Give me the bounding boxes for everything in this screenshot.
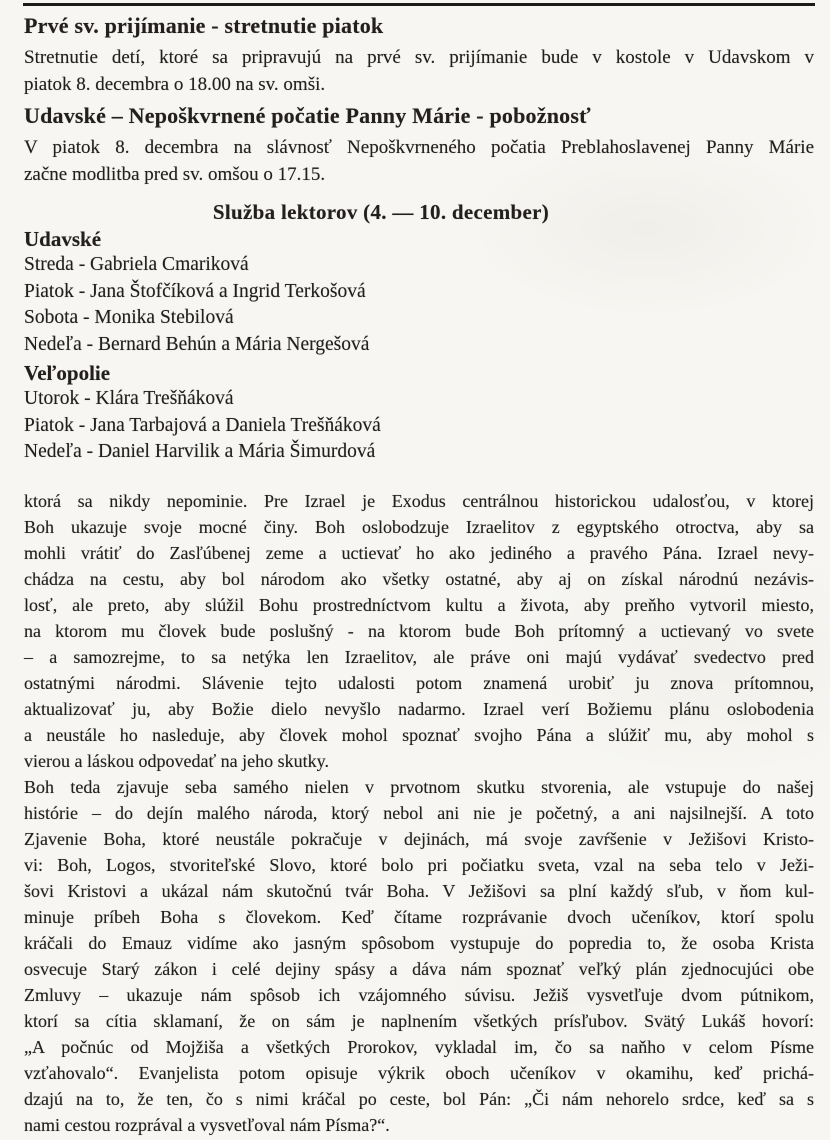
body-paragraph bbox=[24, 774, 814, 1138]
lector-entry: Nedeľa - Daniel Harvilik a Mária Šimurdová bbox=[24, 441, 376, 462]
body-line: chádza na cestu, aby bol národom ako všetky ostatné, aby aj on získal národnú nezávis- bbox=[24, 568, 814, 589]
body-line: kráčali do Emauz vidíme ako jasným spôsobom vystupuje do popredia to, že osoba Krista bbox=[24, 932, 814, 953]
lector-entry: Streda - Gabriela Cmariková bbox=[24, 254, 249, 275]
body-text bbox=[24, 488, 814, 1138]
paragraph-line: V piatok 8. decembra na slávnosť Nepoškvrneného počatia Preblahoslavenej Panny Márie bbox=[24, 137, 814, 158]
body-line: ktorí sa cítia sklamaní, že on sám je naplnením všetkých prísľubov. Svätý Lukáš hovorí: bbox=[24, 1010, 814, 1031]
body-line: dzajú na to, že ten, čo s nimi kráčal po ceste, bol Pán: „Či nám nehorelo srdce, keď sa s bbox=[24, 1088, 814, 1109]
paragraph-line: piatok 8. decembra o 18.00 na sv. omši. bbox=[24, 74, 326, 95]
announcement-first-communion bbox=[24, 12, 814, 98]
body-line: Zjavenie Boha, ktoré neustále pokračuje v dejinách, má svoje zavŕšenie v Ježišovi Kristo- bbox=[24, 828, 814, 849]
announcement-heading: Udavské – Nepoškvrnené počatie Panny Márie - pobožnosť bbox=[24, 103, 591, 128]
announcement-heading: Prvé sv. prijímanie - stretnutie piatok bbox=[24, 13, 384, 38]
body-line: aktualizovať ju, aby Božie dielo nevyšlo nadarmo. Izrael verí Božiemu plánu oslobodenia bbox=[24, 698, 814, 719]
lector-entry: Piatok - Jana Štofčíková a Ingrid Terkošová bbox=[24, 280, 366, 302]
body-line: ktorá sa nikdy nepominie. Pre Izrael je Exodus centrálnou historickou udalosťou, v ktorej bbox=[24, 490, 814, 511]
lector-group-udavske bbox=[24, 226, 814, 358]
body-line: šovi Kristovi a ukázal nám skutočnú tvár Boha. V Ježišovi sa plní každý sľub, v ňom kul- bbox=[24, 880, 814, 901]
lector-schedule-title: Služba lektorov (4. — 10. december) bbox=[212, 200, 550, 224]
body-line: „A počnúc od Mojžiša a všetkých Prorokov, vykladal im, čo sa naňho v celom Písme bbox=[24, 1036, 814, 1057]
lector-place-heading: Udavské bbox=[24, 227, 102, 251]
body-line: histórie – do dejín malého národa, ktorý nebol ani nie je početný, a ani najsilnejší. A toto bbox=[24, 802, 814, 823]
body-line: – a samozrejme, to sa netýka len Izraelitov, ale práve oni majú vydávať svedectvo pred bbox=[24, 646, 814, 667]
body-line: minuje príbeh Boha s človekom. Keď čítame rozprávanie dvoch učeníkov, ktorí spolu bbox=[24, 906, 814, 927]
body-line: vi: Boh, Logos, stvoriteľské Slovo, ktoré bolo pri počiatku sveta, vzal na seba telo v Ježi- bbox=[24, 854, 814, 875]
body-line: mohli vrátiť do Zasľúbenej zeme a uctievať ho ako jediného a pravého Pána. Izrael nevy- bbox=[24, 542, 814, 563]
body-line: nami cestou rozprával a vysvetľoval nám Písma?“. bbox=[24, 1114, 390, 1135]
body-line: Zmluvy – ukazuje nám spôsob ich vzájomného súvisu. Ježiš vysvetľuje dvom pútnikom, bbox=[24, 984, 814, 1005]
paragraph-line: začne modlitba pred sv. omšou o 17.15. bbox=[24, 164, 326, 185]
announcement-paragraph bbox=[24, 44, 814, 98]
body-line: a neustále ho nasleduje, aby človek mohol spoznať svojho Pána a slúžiť mu, aby mohol s bbox=[24, 724, 814, 745]
body-line: Boh ukazuje svoje mocné činy. Boh oslobodzuje Izraelitov z egyptského otroctva, aby sa bbox=[24, 516, 814, 537]
lector-schedule bbox=[24, 198, 814, 466]
body-line: na ktorom mu človek bude poslušný - na ktorom bude Boh prítomný a uctievaný vo svete bbox=[24, 620, 814, 641]
announcement-paragraph bbox=[24, 134, 814, 188]
lector-entry: Nedeľa - Bernard Behún a Mária Nergešová bbox=[24, 333, 370, 355]
body-line: Boh teda zjavuje seba samého nielen v prvotnom skutku stvorenia, ale vstupuje do našej bbox=[24, 776, 814, 797]
lector-entry: Piatok - Jana Tarbajová a Daniela Trešňáková bbox=[24, 414, 381, 436]
paragraph-line: Stretnutie detí, ktoré sa pripravujú na prvé sv. prijímanie bude v kostole v Udavskom v bbox=[24, 47, 814, 68]
page-top-rule bbox=[23, 3, 815, 6]
body-paragraph bbox=[24, 488, 814, 774]
body-line: vierou a láskou odpovedať na jeho skutky. bbox=[24, 750, 329, 771]
lector-group-velopolie bbox=[24, 360, 814, 466]
body-line: vzťahovalo“. Evanjelista potom opisuje výkrik oboch učeníkov v okamihu, keď prichá- bbox=[24, 1062, 814, 1083]
body-line: ostatnými národmi. Slávenie tejto udalosti potom znamená urobiť ju znova prítomnou, bbox=[24, 672, 814, 693]
lector-entry: Utorok - Klára Trešňáková bbox=[24, 388, 234, 409]
announcement-immaculate-conception bbox=[24, 102, 814, 188]
body-line: osvecuje Starý zákon i celé dejiny spásy a dáva nám spoznať veľký plán zjednocujúci obe bbox=[24, 958, 814, 979]
body-line: losť, ale preto, aby slúžil Bohu prostredníctvom kultu a života, aby preňho vytvoril miesto, bbox=[24, 594, 814, 615]
lector-place-heading: Veľopolie bbox=[24, 361, 111, 385]
lector-entry: Sobota - Monika Stebilová bbox=[24, 307, 234, 328]
